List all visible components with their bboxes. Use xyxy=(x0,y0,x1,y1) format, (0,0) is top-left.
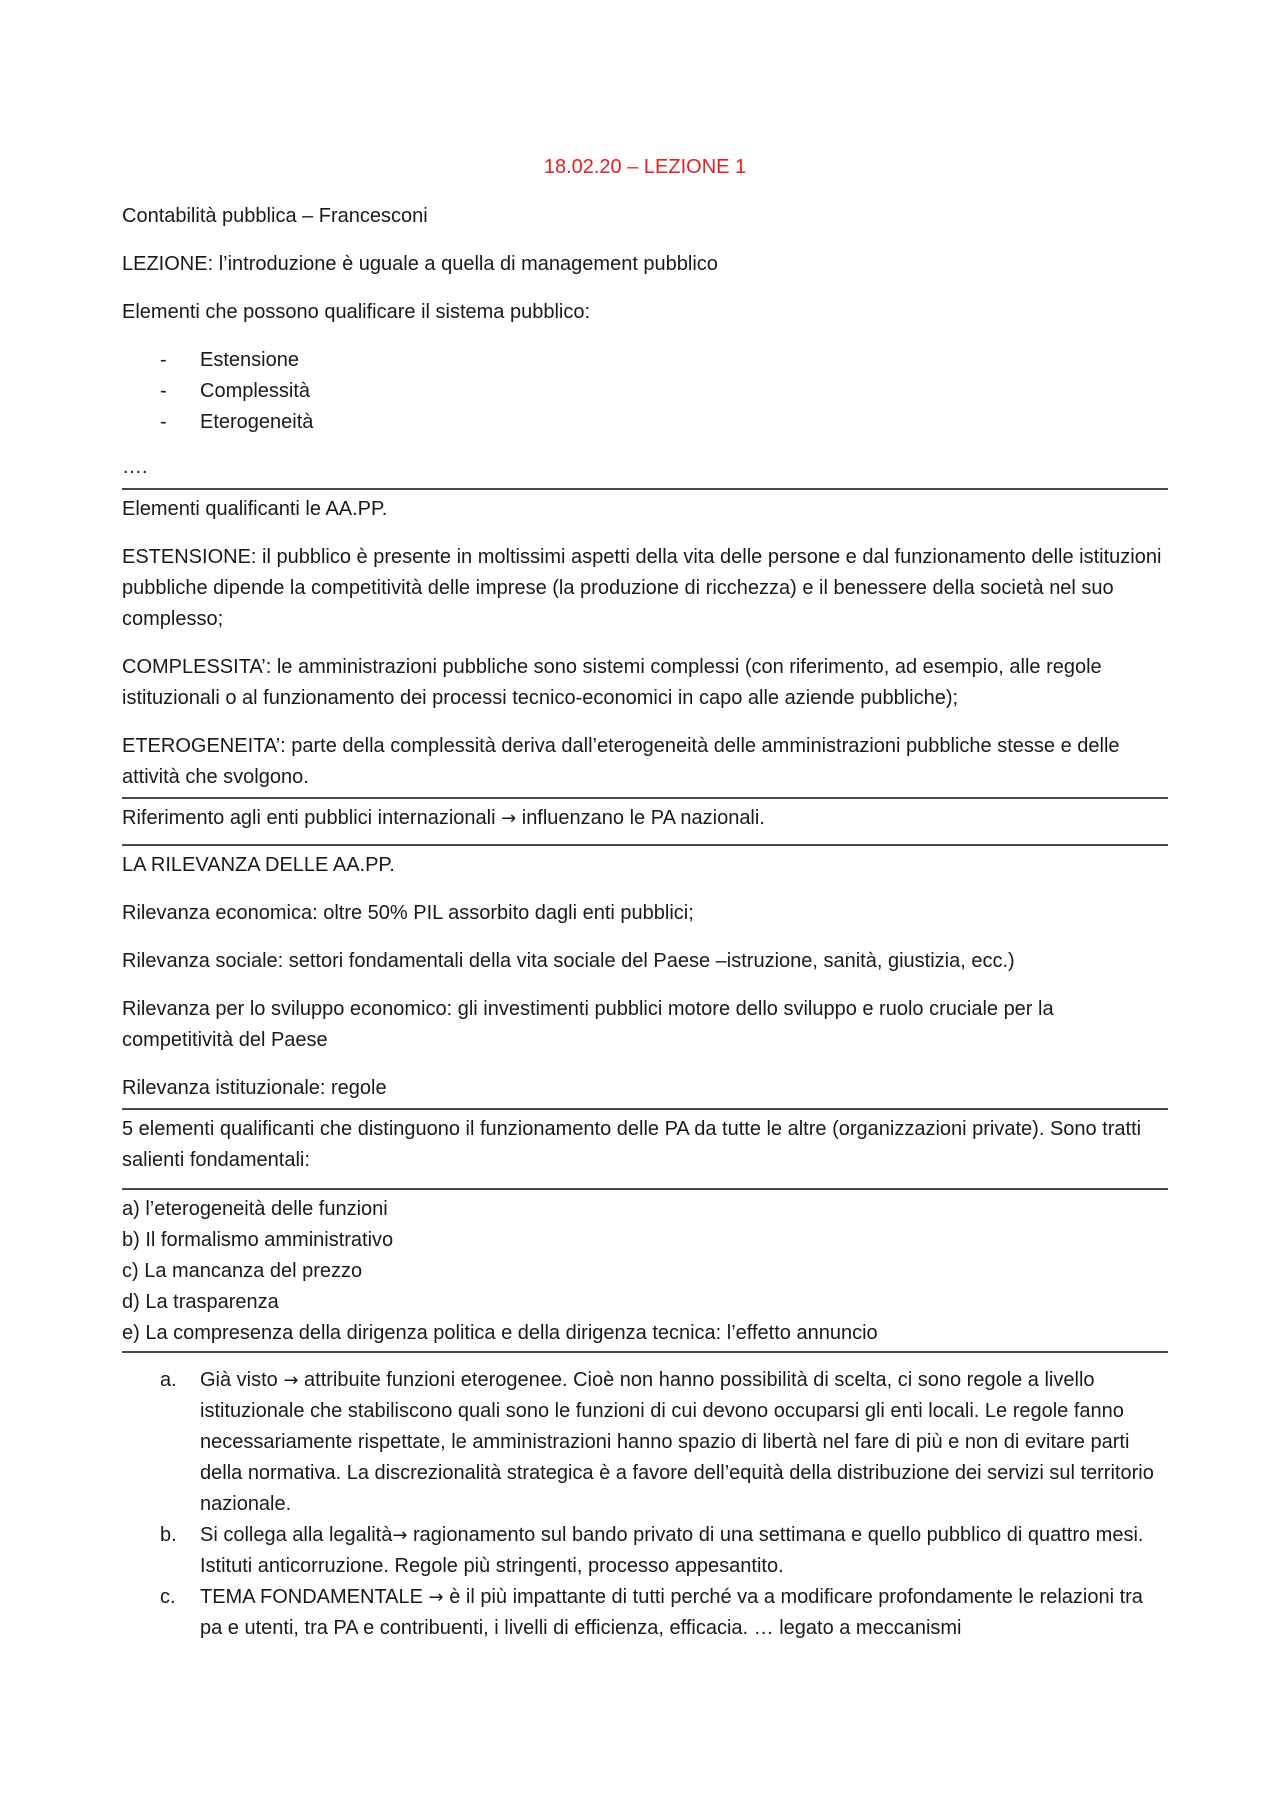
commento-text: Si collega alla legalità xyxy=(200,1524,393,1546)
lesson-title: 18.02.20 – LEZIONE 1 xyxy=(543,156,747,178)
list-item: - Eterogeneità xyxy=(160,407,1168,438)
list-item xyxy=(160,1365,1168,1520)
list-item: d) La trasparenza xyxy=(122,1291,279,1313)
commento-text: Già visto xyxy=(200,1369,284,1391)
rilevanza-heading: LA RILEVANZA DELLE AA.PP. xyxy=(122,854,395,876)
ellipsis: …. xyxy=(122,456,148,478)
rilevanza-economica: Rilevanza economica: oltre 50% PIL assorbito dagli enti pubblici; xyxy=(122,902,694,924)
elements-list xyxy=(122,345,1168,438)
arrow-right-icon: → xyxy=(428,1587,444,1608)
rilevanza-sociale: Rilevanza sociale: settori fondamentali della vita sociale del Paese –istruzione, sanità, giustizia, ecc.) xyxy=(122,950,1015,972)
internazionali-paragraph xyxy=(122,803,1168,834)
list-item: b) Il formalismo amministrativo xyxy=(122,1229,394,1251)
estensione-paragraph: ESTENSIONE: il pubblico è presente in moltissimi aspetti della vita delle persone e dal funzionamento delle istituzioni pubbliche dipende la competitività delle imprese (la produzione di ricchezza) e il benessere della società nel suo complesso; xyxy=(122,546,1162,630)
divider xyxy=(122,488,1168,490)
divider xyxy=(122,797,1168,799)
list-marker: b. xyxy=(160,1524,177,1546)
rilevanza-sviluppo: Rilevanza per lo sviluppo economico: gli investimenti pubblici motore dello sviluppo e ruolo cruciale per la competitività del Paese xyxy=(122,998,1054,1051)
divider xyxy=(122,1351,1168,1353)
qualificanti-heading: Elementi qualificanti le AA.PP. xyxy=(122,498,388,520)
list-item: - Complessità xyxy=(160,376,1168,407)
internazionali-text-before: Riferimento agli enti pubblici internazionali xyxy=(122,807,502,829)
list-item: c) La mancanza del prezzo xyxy=(122,1260,363,1282)
list-marker: c. xyxy=(160,1586,176,1608)
list-item: e) La compresenza della dirigenza politica e della dirigenza tecnica: l’effetto annuncio xyxy=(122,1322,878,1344)
commento-text: attribuite funzioni eterogenee. Cioè non hanno possibilità di scelta, ci sono regole a livello istituzionale che stabiliscono quali sono le funzioni di cui devono occuparsi gli enti locali. Le regole fanno necessariamente rispettate, le amministrazioni hanno spazio di libertà nel fare di più e non di evitare parti della normativa. La discrezionalità strategica è a favore dell’equità della distribuzione dei servizi sul territorio nazionale. xyxy=(200,1369,1154,1515)
list-marker: a. xyxy=(160,1369,177,1391)
commento-text: è il più impattante di tutti perché va a modificare profondamente le relazioni tra pa e utenti, tra PA e contribuenti, i livelli di efficienza, efficacia. … legato a meccanismi xyxy=(200,1586,1143,1639)
list-item xyxy=(160,1582,1168,1644)
cinque-elementi-paragraph: 5 elementi qualificanti che distinguono il funzionamento delle PA da tutte le altre (organizzazioni private). Sono tratti salienti fondamentali: xyxy=(122,1118,1142,1171)
arrow-right-icon: → xyxy=(283,1370,299,1391)
lesson-note: LEZIONE: l’introduzione è uguale a quella di management pubblico xyxy=(122,253,718,275)
complessita-paragraph: COMPLESSITA’: le amministrazioni pubbliche sono sistemi complessi (con riferimento, ad esempio, alle regole istituzionali o al funzionamento dei processi tecnico-economici in capo alle aziende pubbliche); xyxy=(122,656,1102,709)
divider xyxy=(122,1108,1168,1110)
elements-heading: Elementi che possono qualificare il sistema pubblico: xyxy=(122,301,591,323)
eterogeneita-paragraph: ETEROGENEITA’: parte della complessità deriva dall’eterogeneità delle amministrazioni pubbliche stesse e delle attività che svolgono. xyxy=(122,735,1120,788)
course-line: Contabilità pubblica – Francesconi xyxy=(122,205,428,227)
list-item: - Estensione xyxy=(160,345,1168,376)
arrow-right-icon: → xyxy=(501,808,517,829)
commento-text: ragionamento sul bando privato di una settimana e quello pubblico di quattro mesi. Istituti anticorruzione. Regole più stringenti, processo appesantito. xyxy=(200,1524,1144,1577)
internazionali-text-after: influenzano le PA nazionali. xyxy=(516,807,765,829)
document-content xyxy=(122,152,1168,1644)
rilevanza-istituzionale: Rilevanza istituzionale: regole xyxy=(122,1077,387,1099)
divider xyxy=(122,1188,1168,1190)
commenti-list xyxy=(122,1365,1168,1644)
list-item xyxy=(160,1520,1168,1582)
arrow-right-icon: → xyxy=(392,1525,408,1546)
elenco-elementi xyxy=(122,1194,1168,1349)
divider xyxy=(122,844,1168,846)
list-item: a) l’eterogeneità delle funzioni xyxy=(122,1198,388,1220)
commento-text: TEMA FONDAMENTALE xyxy=(200,1586,429,1608)
